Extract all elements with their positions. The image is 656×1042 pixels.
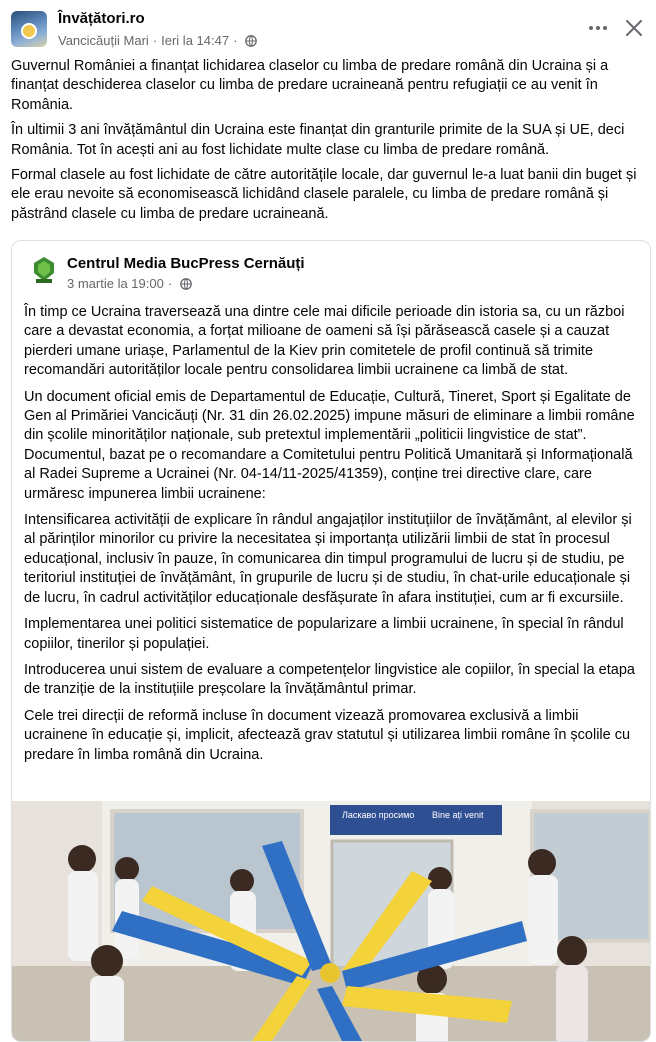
- shared-post-body: [24, 303, 638, 772]
- post-paragraph: Guvernul României a finanțat lichidarea claselor cu limba de predare română din Ucraina și a finanțat deschiderea claselor cu limba de predare ucraineană pentru refugiații ce au venit în România.: [11, 58, 609, 113]
- post-paragraph: În ultimii 3 ani învățământul din Ucraina este finanțat din granturile primite de la SUA și UE, deci România. Tot în acești ani au fost lichidate multe clase cu limba de predare română.: [11, 122, 625, 158]
- shared-page-name[interactable]: Centrul Media BucPress Cernăuți: [67, 255, 305, 272]
- shared-page-logo[interactable]: [30, 255, 58, 285]
- shared-post-time[interactable]: 3 martie la 19:00: [67, 276, 164, 291]
- globe-icon: [245, 35, 257, 47]
- banner-text-left: Ласкаво просимо: [342, 810, 415, 820]
- page-name[interactable]: Învățători.ro: [58, 10, 145, 27]
- shared-paragraph: Intensificarea activității de explicare în rândul angajaților instituțiilor de învățământ, al elevilor și al părinților minorilor cu privire la necesitatea și importanța utilizării limbii de stat în procesul educațional, inclusiv în pauze, în comunicarea din timpul programului de lucru și de studiu, pe teritoriul instituției de învățământ, în grupurile de lucru și de studiu, în chat-urile educaționale și de lucru, în cadrul activităților educaționale desfășurate în afara instituției, cum ar fi excursiile.: [24, 512, 632, 606]
- shared-post-card[interactable]: [11, 240, 651, 1042]
- logo-mark: [21, 23, 37, 39]
- shared-paragraph: Un document oficial emis de Departamentul de Educație, Cultură, Tineret, Sport și Egalitate de Gen al Primăriei Vancicăuți (Nr. 31 din 26.02.2025) impune măsuri de eliminare a limbii române din școlile minorităților naționale, sub pretextul implementării „politicii lingvistice de stat”. Documentul, bazat pe o recomandare a Comitetului pentru Politică Umanitară și Informațională al Radei Supreme a Ucrainei (Nr. 04-14/11-2025/41359), conține trei directive clare, care urmăresc impunerea limbii ucrainene:: [24, 388, 635, 502]
- close-icon[interactable]: [622, 16, 646, 40]
- post-paragraph: Formal clasele au fost lichidate de către autoritățile locale, dar guvernul le-a luat banii din buget și ele erau nevoite să economisească lichidând clasele paralele, cu limba de predare română și păstrând clasele cu limba de predare ucraineană.: [11, 167, 637, 222]
- meta-separator: ·: [152, 33, 158, 48]
- shared-paragraph: Cele trei direcții de reformă incluse în document vizează promovarea exclusivă a limbii ucrainene în educație și, implicit, afectează grav statutul și utilizarea limbii române în școlile cu predare în limba română din Ucraina.: [24, 707, 631, 763]
- shared-paragraph: Implementarea unei politici sistematice de popularizare a limbii ucrainene, în special în rândul copiilor, tinerilor și populației.: [24, 616, 624, 652]
- post-photo[interactable]: [12, 801, 650, 1041]
- more-options-icon[interactable]: [586, 16, 610, 40]
- shared-post-meta: [67, 276, 192, 291]
- post-header: [0, 0, 656, 56]
- photo-illustration: [12, 801, 650, 1041]
- banner-text-right: Bine ați venit: [432, 810, 484, 820]
- shared-paragraph: În timp ce Ucraina traversează una dintre cele mai dificile perioade din istoria sa, cu un război care a devastat economia, a forțat milioane de oameni să își părăsească casele și a cauzat pierderi umane uriașe, Parlamentul de la Kiev prin comitetele de profil continuă să trimite recomandări autorităților locale pentru consolidarea limbii ucrainene ca limbă de stat.: [24, 304, 625, 379]
- post-location[interactable]: Vancicăuții Mari: [58, 33, 149, 48]
- globe-icon: [180, 278, 192, 290]
- post-meta: [58, 33, 257, 48]
- post-body: [11, 57, 641, 230]
- page-avatar[interactable]: [11, 11, 47, 47]
- shared-paragraph: Introducerea unui sistem de evaluare a competențelor lingvistice ale copiilor, în special la etapa de tranziție de la instituțiile preșcolare la învățământul primar.: [24, 661, 635, 698]
- meta-separator: ·: [167, 276, 173, 291]
- meta-separator: ·: [233, 33, 238, 48]
- post-time[interactable]: Ieri la 14:47: [161, 33, 230, 48]
